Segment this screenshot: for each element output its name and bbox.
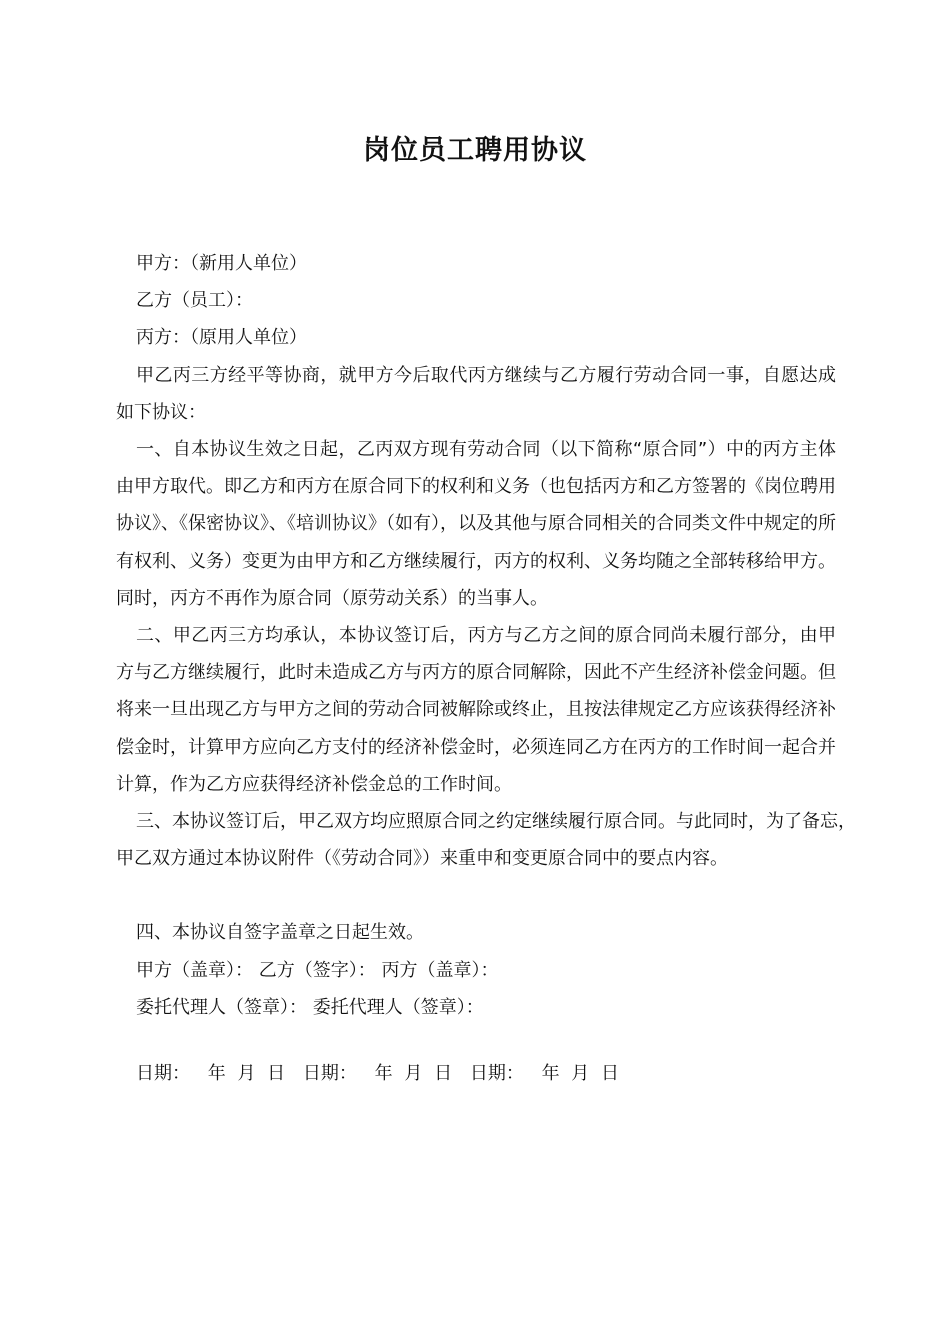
date-ymd-2: 年 月 日 bbox=[374, 1063, 453, 1085]
agent-row bbox=[116, 989, 836, 1026]
clause-2-paragraph: 二、甲乙丙三方均承认，本协议签订后，丙方与乙方之间的原合同尚未履行部分，由甲方与乙方继续履行，此时未造成乙方与丙方的原合同解除，因此不产生经济补偿金问题。但将来一旦出现乙方与甲方之间的劳动合同被解除或终止，且按法律规定乙方应该获得经济补偿金时，计算甲方应向乙方支付的经济补偿金时，必须连同乙方在丙方的工作时间一起合并计算，作为乙方应获得经济补偿金总的工作时间。 bbox=[116, 625, 836, 795]
party-b-sign-label: 乙方（签字）： bbox=[258, 959, 376, 981]
date-label-2: 日期： bbox=[302, 1063, 357, 1085]
preamble-paragraph: 甲乙丙三方经平等协商，就甲方今后取代丙方继续与乙方履行劳动合同一事，自愿达成如下协议： bbox=[116, 364, 836, 423]
agent-2-label: 委托代理人（签章）： bbox=[312, 996, 484, 1018]
document-body bbox=[116, 245, 856, 1092]
signature-row bbox=[116, 952, 836, 989]
date-ymd-1: 年 月 日 bbox=[207, 1063, 286, 1085]
party-c-seal-label: 丙方（盖章）： bbox=[381, 959, 499, 981]
party-a-seal-label: 甲方（盖章）： bbox=[136, 959, 253, 981]
date-label-3: 日期： bbox=[469, 1063, 524, 1085]
clause-4-paragraph: 四、本协议自签字盖章之日起生效。 bbox=[136, 922, 424, 944]
clause-3-paragraph: 三、本协议签订后，甲乙双方均应照原合同之约定继续履行原合同。与此同时，为了备忘，甲乙双方通过本协议附件（《劳动合同》）来重申和变更原合同中的要点内容。 bbox=[116, 811, 856, 870]
party-c-line: 丙方：（原用人单位） bbox=[136, 327, 307, 349]
party-a-line: 甲方：（新用人单位） bbox=[136, 253, 307, 274]
spacer bbox=[116, 877, 836, 914]
date-label-1: 日期： bbox=[136, 1063, 190, 1085]
agent-1-label: 委托代理人（签章）： bbox=[136, 996, 307, 1018]
date-ymd-3: 年 月 日 bbox=[541, 1063, 620, 1085]
party-b-line: 乙方（员工）： bbox=[136, 290, 253, 312]
clause-1-paragraph: 一、自本协议生效之日起，乙丙双方现有劳动合同（以下简称“原合同”）中的丙方主体由甲方取代。即乙方和丙方在原合同下的权利和义务（也包括丙方和乙方签署的《岗位聘用协议》、《保密协议》、《培训协议》（如有），以及其他与原合同相关的合同类文件中规定的所有权利、义务）变更为由甲方和乙方继续履行，丙方的权利、义务均随之全部转移给甲方。同时，丙方不再作为原合同（原劳动关系）的当事人。 bbox=[116, 439, 836, 609]
document-title: 岗位员工聘用协议 bbox=[363, 135, 587, 166]
date-row bbox=[116, 1055, 836, 1092]
